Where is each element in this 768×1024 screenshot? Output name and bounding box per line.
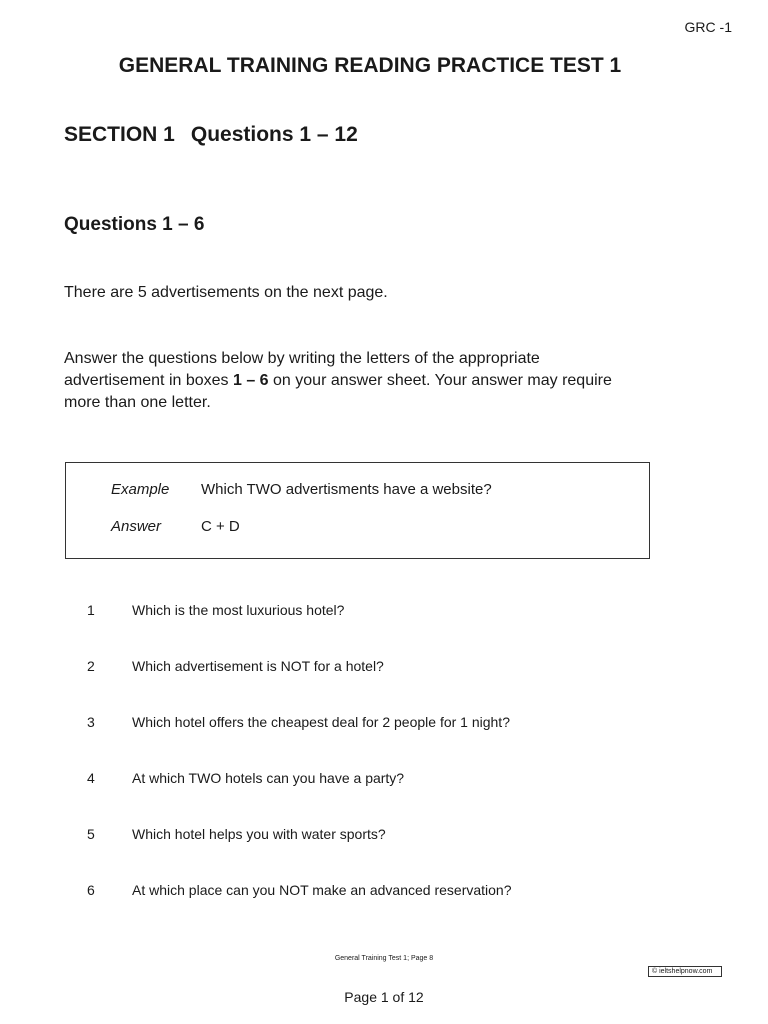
answer-label: Answer	[111, 518, 162, 535]
section-label: SECTION 1	[64, 123, 175, 146]
instructions-line-1: Answer the questions below by writing the letters of the appropriate	[64, 350, 540, 367]
subsection-heading: Questions 1 – 6	[64, 214, 205, 235]
example-label: Example	[111, 481, 170, 498]
question-text: Which is the most luxurious hotel?	[132, 602, 345, 618]
instructions	[64, 348, 612, 414]
example-question: Which TWO advertisments have a website?	[201, 481, 492, 498]
question-text: At which place can you NOT make an advanced reservation?	[132, 882, 512, 898]
page-indicator: Page 1 of 12	[344, 989, 424, 1005]
question-text: Which advertisement is NOT for a hotel?	[132, 658, 384, 674]
instructions-boxes-range: 1 – 6	[232, 372, 269, 389]
question-text: At which TWO hotels can you have a party?	[132, 770, 405, 786]
question-number: 1	[87, 602, 95, 618]
section-range: Questions 1 – 12	[190, 123, 358, 146]
example-answer: C + D	[201, 518, 240, 535]
document-code: GRC -1	[684, 19, 732, 35]
instructions-line-2	[64, 370, 612, 392]
instructions-line-2-start: advertisement in boxes	[64, 372, 233, 389]
intro-text: There are 5 advertisements on the next page.	[64, 284, 388, 301]
instructions-line-2-end: on your answer sheet. Your answer may require	[268, 372, 612, 389]
copyright-badge: © ieltshelpnow.com	[648, 966, 722, 977]
question-text: Which hotel helps you with water sports?	[132, 826, 386, 842]
question-text: Which hotel offers the cheapest deal for 2 people for 1 night?	[132, 714, 510, 730]
page-note: General Training Test 1; Page 8	[334, 955, 434, 962]
question-number: 6	[87, 882, 95, 898]
example-box	[65, 462, 650, 559]
section-heading	[64, 123, 358, 147]
document-title: GENERAL TRAINING READING PRACTICE TEST 1	[118, 54, 622, 77]
question-number: 3	[87, 714, 95, 730]
instructions-line-3: more than one letter.	[64, 394, 211, 411]
question-number: 2	[87, 658, 95, 674]
question-number: 4	[87, 770, 95, 786]
question-number: 5	[87, 826, 95, 842]
